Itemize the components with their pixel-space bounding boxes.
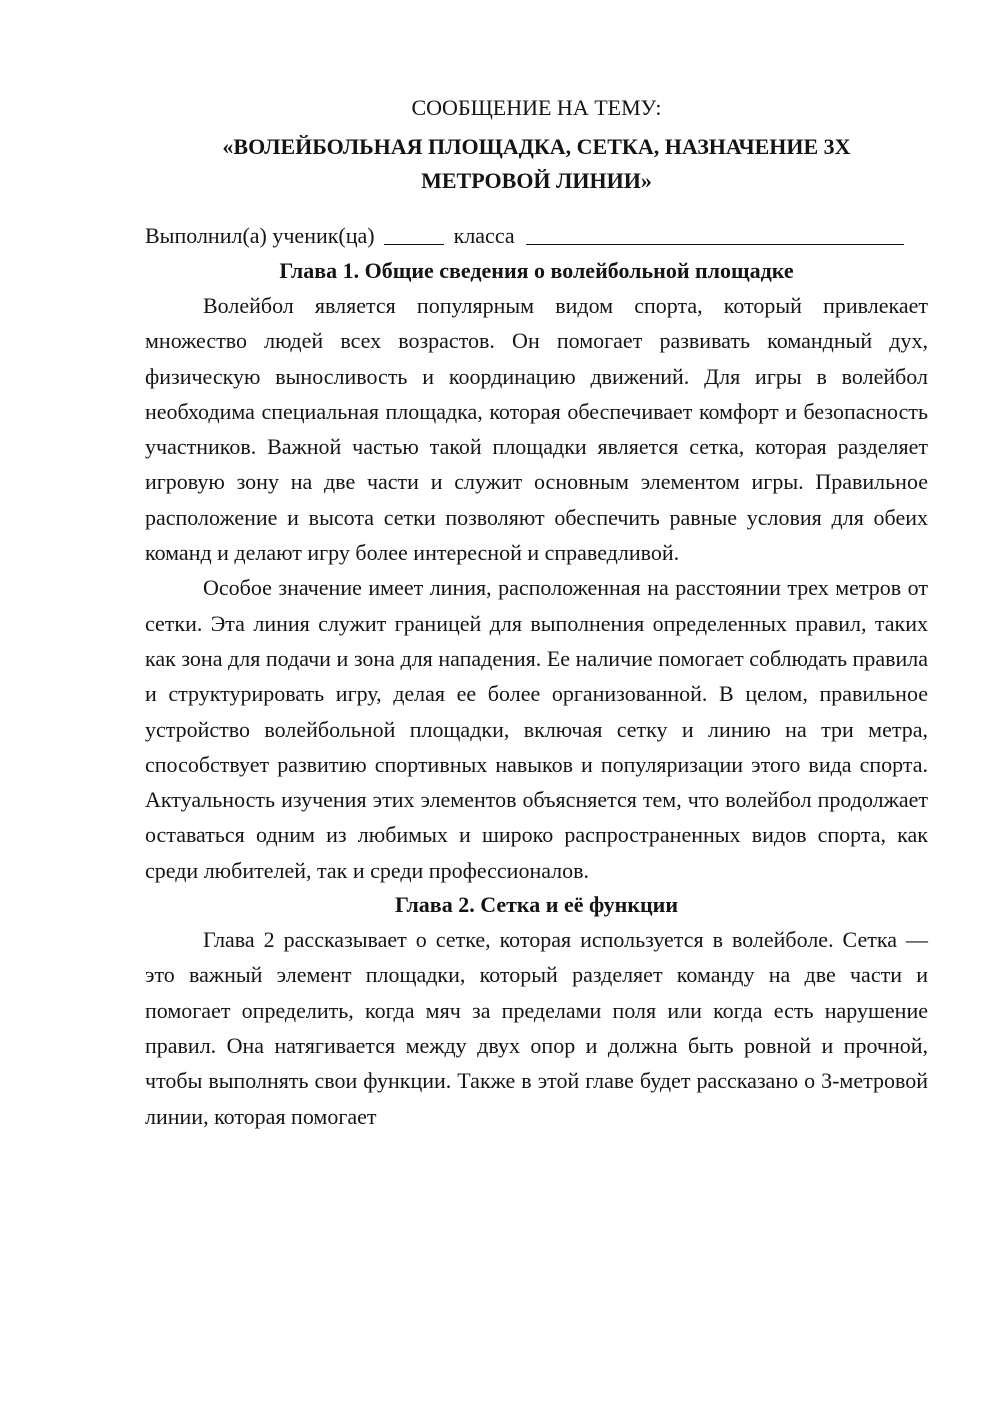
chapter-2-heading: Глава 2. Сетка и её функции [394,892,679,918]
document-title-line-2: МЕТРОВОЙ ЛИНИИ» [421,168,652,193]
chapter-1-paragraph-2: Особое значение имеет линия, расположенная на расстоянии трех метров от сетки. Эта линия служит границей для выполнения определенных правил, таких как зона для подачи и зона для нападения. Ее наличие помогает соблюдать правила и структурировать игру, делая ее более организованной. В целом, правильное устройство волейбольной площадки, включая сетку и линию на три метра, способствует развитию спортивных навыков и популяризации этого вида спорта. Актуальность изучения этих элементов объясняется тем, что волейбол продолжает оставаться одним из любимых и широко распространенных видов спорта, как среди любителей, так и среди профессионалов. [145,575,928,883]
document-title [145,130,928,198]
author-line [145,218,928,254]
chapter-1-heading: Глава 1. Общие сведения о волейбольной площадке [279,258,794,283]
author-class-label: класса [453,223,515,248]
name-blank [526,222,904,245]
grade-blank [384,222,444,245]
document-topic: СООБЩЕНИЕ НА ТЕМУ: [411,95,662,120]
author-prefix: Выполнил(а) ученик(ца) [145,223,375,248]
document-title-line-1: «ВОЛЕЙБОЛЬНАЯ ПЛОЩАДКА, СЕТКА, НАЗНАЧЕНИЕ 3Х [222,134,851,159]
document-page [145,90,928,1134]
chapter-1-paragraph-1: Волейбол является популярным видом спорта, который привлекает множество людей всех возрастов. Он помогает развивать командный дух, физическую выносливость и координацию движений. Для игры в волейбол необходима специальная площадка, которая обеспечивает комфорт и безопасность участников. Важной частью такой площадки является сетка, которая разделяет игровую зону на две части и служит основным элементом игры. Правильное расположение и высота сетки позволяют обеспечить равные условия для обеих команд и делают игру более интересной и справедливой. [145,293,928,566]
chapter-2-paragraph-1: Глава 2 рассказывает о сетке, которая используется в волейболе. Сетка — это важный элемент площадки, который разделяет команду на две части и помогает определить, когда мяч за пределами поля или когда есть нарушение правил. Она натягивается между двух опор и должна быть ровной и прочной, чтобы выполнять свои функции. Также в этой главе будет рассказано о 3-метровой линии, которая помогает [145,927,928,1129]
